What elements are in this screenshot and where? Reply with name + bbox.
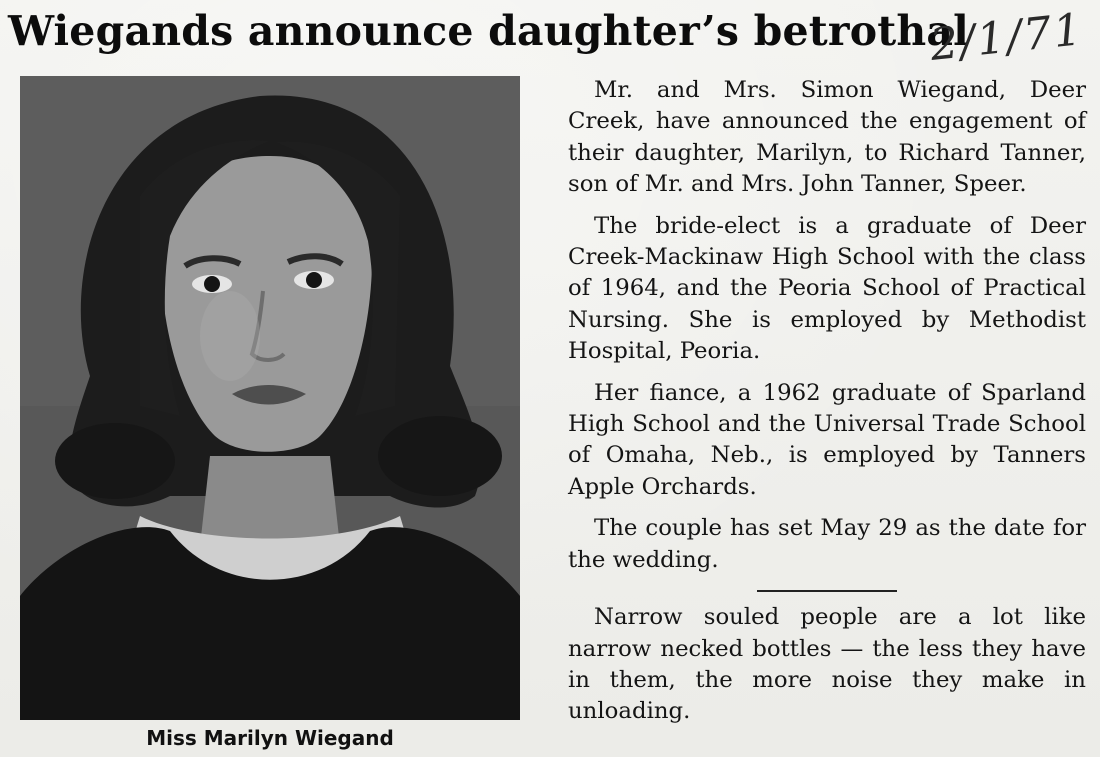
handwritten-date: 2/1/71 xyxy=(927,4,1086,71)
photo-caption: Miss Marilyn Wiegand xyxy=(146,726,394,750)
paragraph-wedding-date: The couple has set May 29 as the date for the wedding. xyxy=(568,515,1086,573)
article-headline: Wiegands announce daughter’s betrothal xyxy=(8,7,969,55)
section-divider xyxy=(757,590,897,592)
portrait-photo xyxy=(20,76,520,720)
paragraph-fiance: Her fiance, a 1962 graduate of Sparland High School and the Universal Trade School of Omaha, Neb., is employed by Tanners Apple Orchards. xyxy=(568,379,1086,500)
paragraph-bride-education: The bride-elect is a graduate of Deer Creek-Mackinaw High School with the class of 1964, and the Peoria School of Practical Nursing. She is employed by Methodist Hospital, Peoria. xyxy=(568,212,1086,365)
filler-quote: Narrow souled people are a lot like narrow necked bottles — the less they have in them, the more noise they make in unloading. xyxy=(568,604,1086,725)
portrait-illustration xyxy=(20,76,520,720)
article-body xyxy=(568,75,1086,728)
paragraph-engagement: Mr. and Mrs. Simon Wiegand, Deer Creek, have announced the engagement of their daughter, Marilyn, to Richard Tanner, son of Mr. and Mrs. John Tanner, Speer. xyxy=(568,77,1086,198)
